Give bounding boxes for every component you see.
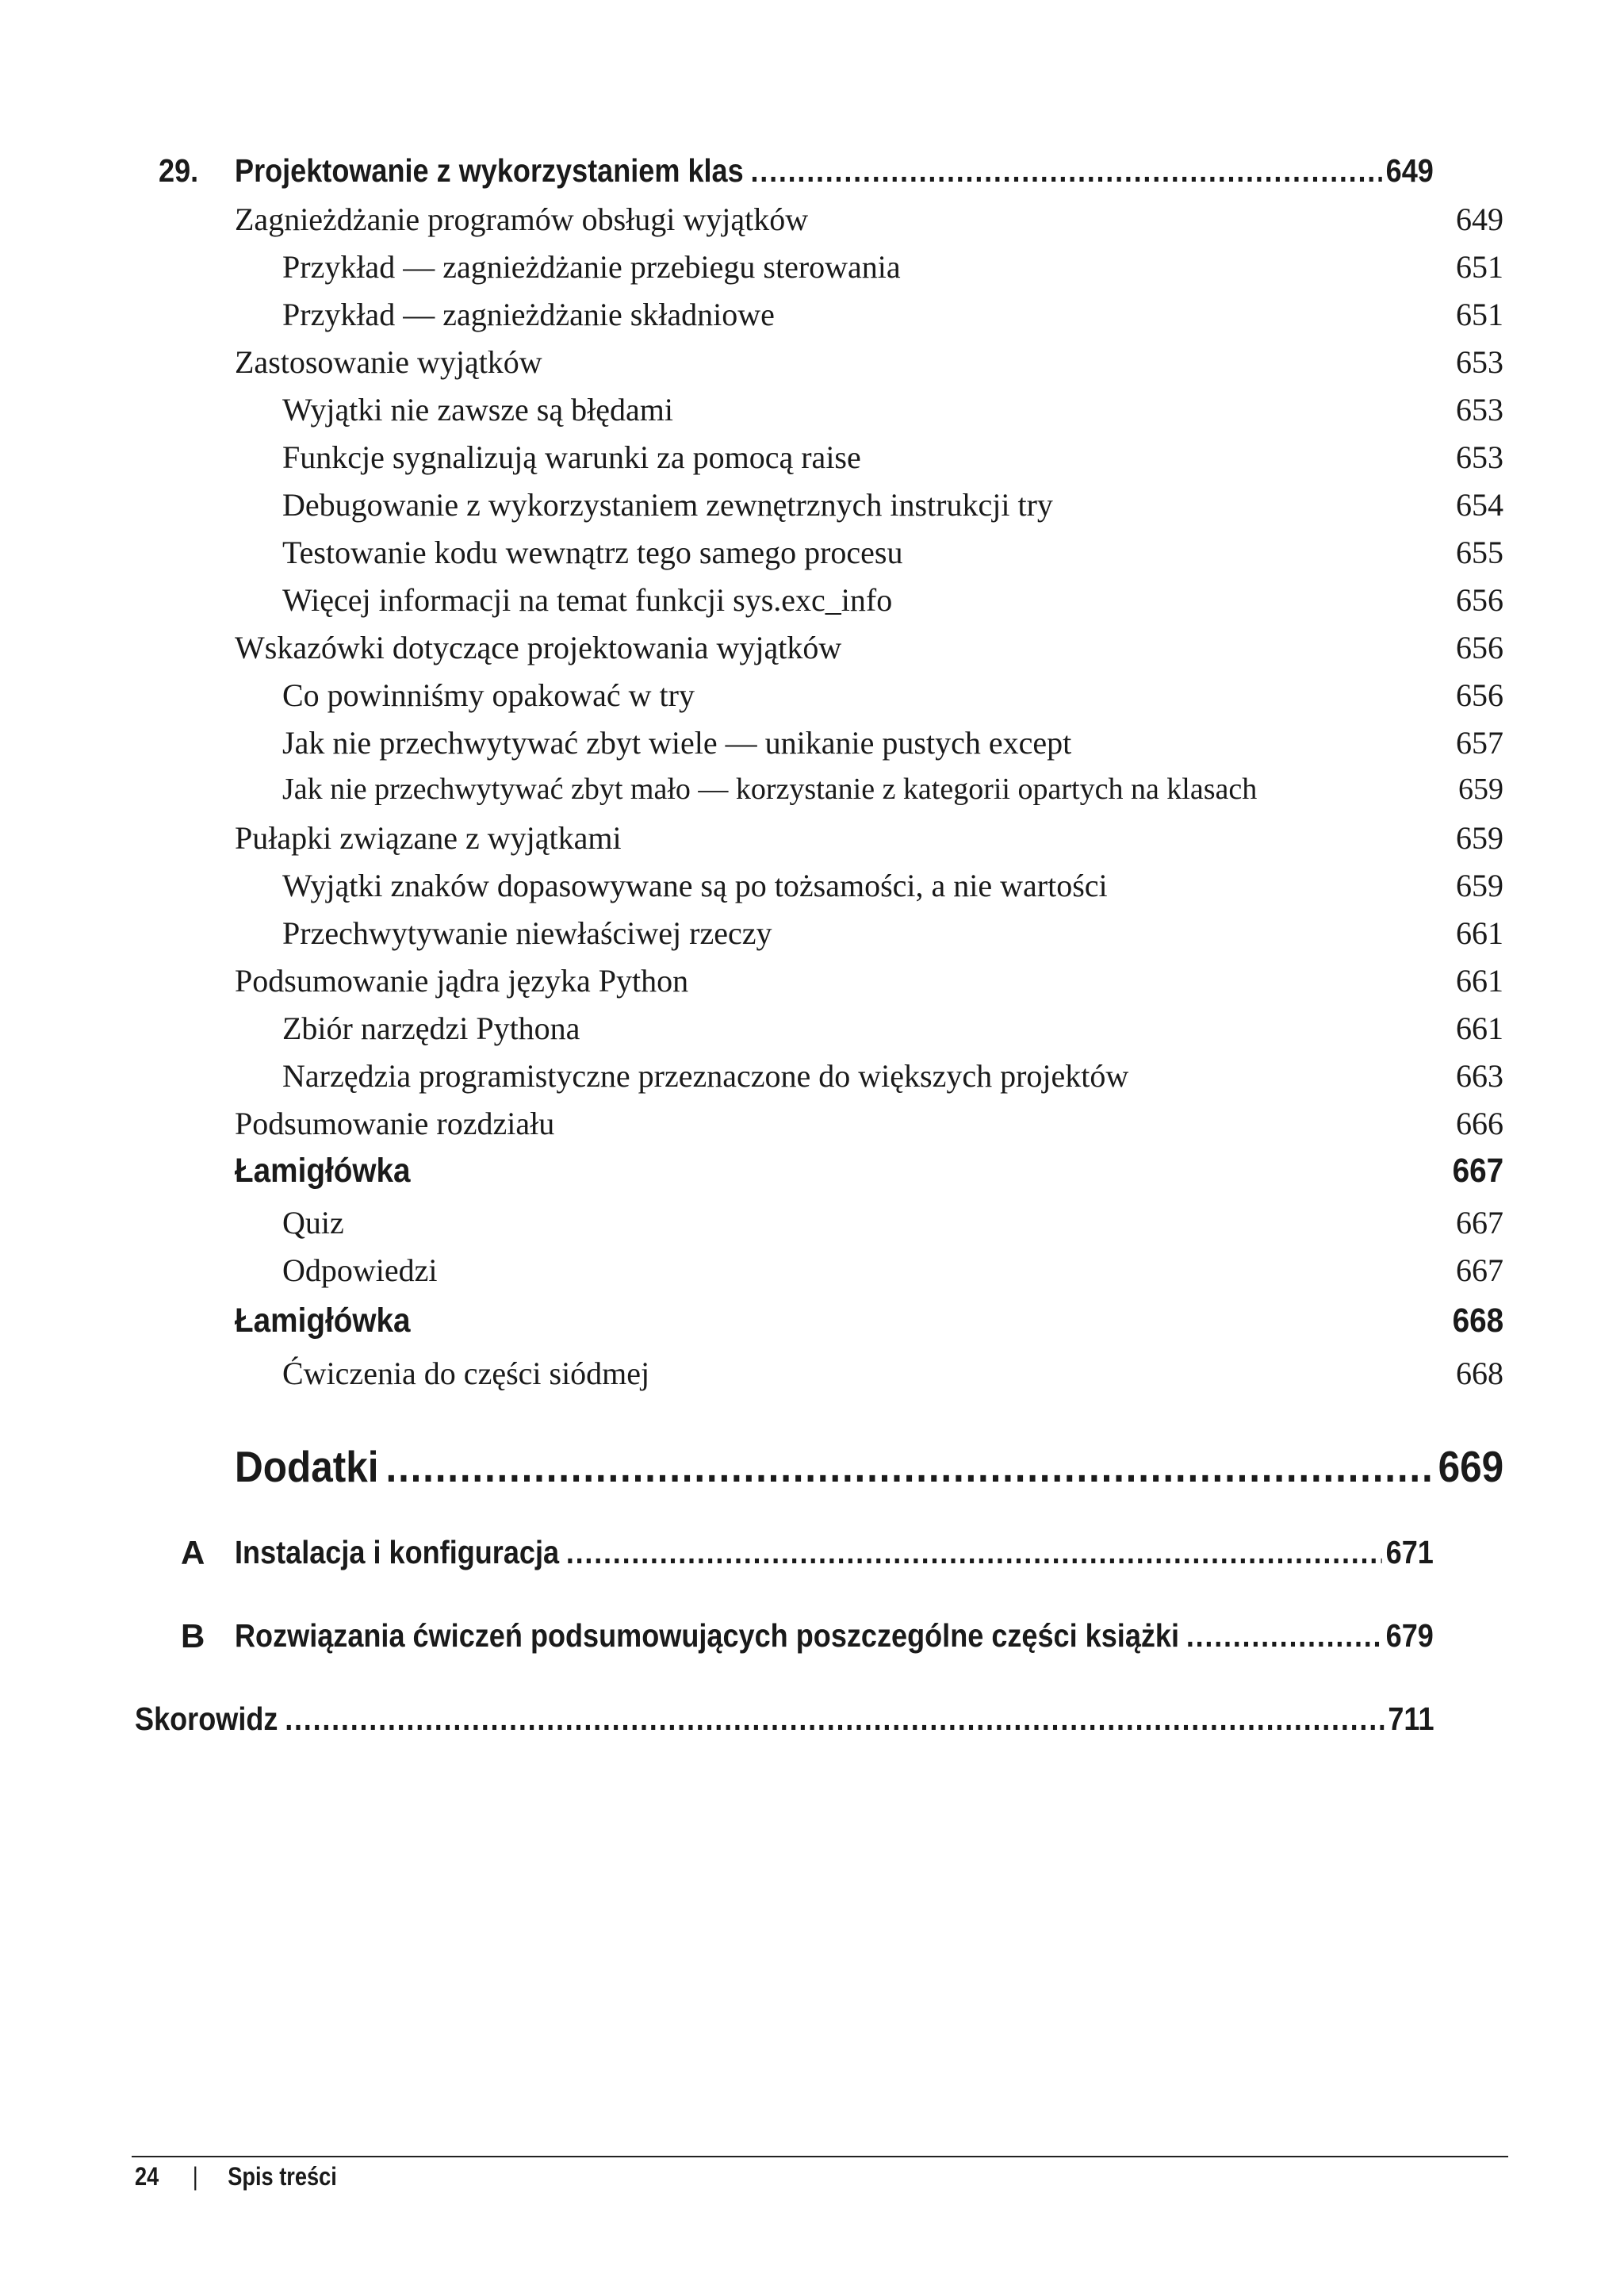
entry-page: 667 [1452,1152,1504,1190]
entry-page: 666 [1456,1106,1503,1141]
entry-title: Więcej informacji na temat funkcji sys.exc_info [282,582,893,618]
toc-index[interactable] [135,1701,1434,1738]
toc-entry[interactable] [282,439,1503,476]
toc-entry[interactable] [282,1252,1503,1289]
entry-page: 656 [1456,582,1503,618]
entry-title: Wskazówki dotyczące projektowania wyjątków [235,630,842,665]
entry-page: 669 [1438,1442,1504,1491]
toc-entry[interactable] [235,1105,1503,1142]
entry-page: 667 [1456,1205,1503,1240]
entry-title: Odpowiedzi [282,1252,438,1288]
footer-rule [132,2156,1508,2157]
entry-title: Wyjątki znaków dopasowywane są po tożsamości, a nie wartości [282,868,1108,903]
entry-page: 653 [1456,439,1503,475]
toc-entry[interactable] [235,201,1503,238]
toc-entry[interactable] [282,581,1503,619]
entry-page: 651 [1456,249,1503,285]
entry-title: Podsumowanie jądra języka Python [235,963,689,999]
toc-entry[interactable] [282,772,1503,807]
entry-title: Zbiór narzędzi Pythona [282,1010,580,1046]
running-section-title: Spis treści [228,2162,337,2191]
entry-page: 667 [1456,1252,1503,1288]
entry-page: 679 [1385,1617,1434,1654]
entry-title: Rozwiązania ćwiczeń podsumowujących poszczególne części książki [235,1617,1180,1654]
entry-page: 654 [1456,487,1503,523]
entry-page: 659 [1456,868,1503,903]
page-footer [135,2162,337,2191]
entry-title: Zagnieżdżanie programów obsługi wyjątków [235,201,809,237]
dot-leader [386,1441,1434,1492]
toc-entry[interactable] [235,629,1503,666]
entry-title: Funkcje sygnalizują warunki za pomocą raise [282,439,861,475]
entry-title: Co powinniśmy opakować w try [282,677,695,713]
entry-page: 649 [1456,201,1503,237]
entry-title: Zastosowanie wyjątków [235,344,542,380]
toc-entry[interactable] [282,296,1503,333]
entry-page: 655 [1456,535,1503,570]
toc-entry[interactable] [235,343,1503,381]
entry-page: 663 [1456,1058,1503,1094]
entry-page: 656 [1456,677,1503,713]
entry-title: Przykład — zagnieżdżanie składniowe [282,297,775,332]
dot-leader [750,152,1381,190]
entry-title: Przechwytywanie niewłaściwej rzeczy [282,915,772,951]
toc-entry[interactable] [282,391,1503,428]
entry-title: Łamigłówka [235,1152,411,1190]
entry-title: Przykład — zagnieżdżanie przebiegu sterowania [282,249,901,285]
entry-page: 671 [1385,1534,1434,1570]
entry-title: Instalacja i konfiguracja [235,1534,560,1570]
dot-leader [1186,1617,1382,1655]
entry-title: Debugowanie z wykorzystaniem zewnętrznych instrukcji try [282,487,1053,523]
footer-separator: | [192,2162,198,2191]
toc-section-quiz[interactable] [235,1302,1503,1340]
entry-title: Quiz [282,1205,344,1240]
entry-title: Ćwiczenia do części siódmej [282,1355,650,1391]
toc-entry[interactable] [282,486,1503,523]
entry-page: 661 [1456,1010,1503,1046]
toc-entry[interactable] [235,962,1503,999]
entry-page: 656 [1456,630,1503,665]
toc-part-appendices[interactable] [235,1441,1503,1492]
entry-page: 653 [1456,392,1503,428]
page-number: 24 [135,2162,159,2191]
dot-leader [285,1701,1384,1738]
entry-page: 659 [1456,820,1503,856]
entry-title: Wyjątki nie zawsze są błędami [282,392,673,428]
entry-page: 659 [1458,773,1503,806]
entry-page: 661 [1456,915,1503,951]
toc-entry[interactable] [282,724,1503,761]
entry-title: Narzędzia programistyczne przeznaczone do większych projektów [282,1058,1129,1094]
toc-chapter-29[interactable] [235,152,1434,190]
entry-title: Łamigłówka [235,1302,411,1340]
entry-page: 661 [1456,963,1503,999]
chapter-number: 29. [159,152,199,189]
entry-page: 651 [1456,297,1503,332]
entry-title: Dodatki [235,1442,379,1491]
dot-leader [566,1534,1381,1571]
toc-entry[interactable] [282,534,1503,571]
entry-title: Podsumowanie rozdziału [235,1106,555,1141]
toc-section-quiz[interactable] [235,1152,1503,1191]
entry-title: Skorowidz [135,1701,278,1737]
entry-title: Jak nie przechwytywać zbyt wiele — unikanie pustych except [282,725,1072,761]
toc-entry[interactable] [282,1204,1503,1241]
entry-title: Pułapki związane z wyjątkami [235,820,622,856]
entry-title: Jak nie przechwytywać zbyt mało — korzystanie z kategorii opartych na klasach [282,773,1258,806]
toc-appendix-b[interactable] [235,1617,1434,1655]
toc-appendix-a[interactable] [235,1534,1434,1571]
entry-title: Testowanie kodu wewnątrz tego samego procesu [282,535,903,570]
toc-entry[interactable] [282,867,1503,904]
toc-entry[interactable] [282,248,1503,286]
toc-entry[interactable] [235,819,1503,857]
toc-entry[interactable] [282,915,1503,952]
toc-entry[interactable] [282,1010,1503,1047]
entry-page: 653 [1456,344,1503,380]
entry-page: 668 [1452,1302,1504,1340]
toc-entry[interactable] [282,1355,1503,1392]
appendix-letter: B [181,1617,205,1655]
entry-title: Projektowanie z wykorzystaniem klas [235,152,744,189]
entry-page: 657 [1456,725,1503,761]
toc-entry[interactable] [282,1057,1503,1095]
toc-entry[interactable] [282,677,1503,714]
entry-page: 668 [1456,1355,1503,1391]
entry-page: 711 [1388,1701,1434,1737]
entry-page: 649 [1385,152,1434,189]
appendix-letter: A [181,1534,205,1571]
